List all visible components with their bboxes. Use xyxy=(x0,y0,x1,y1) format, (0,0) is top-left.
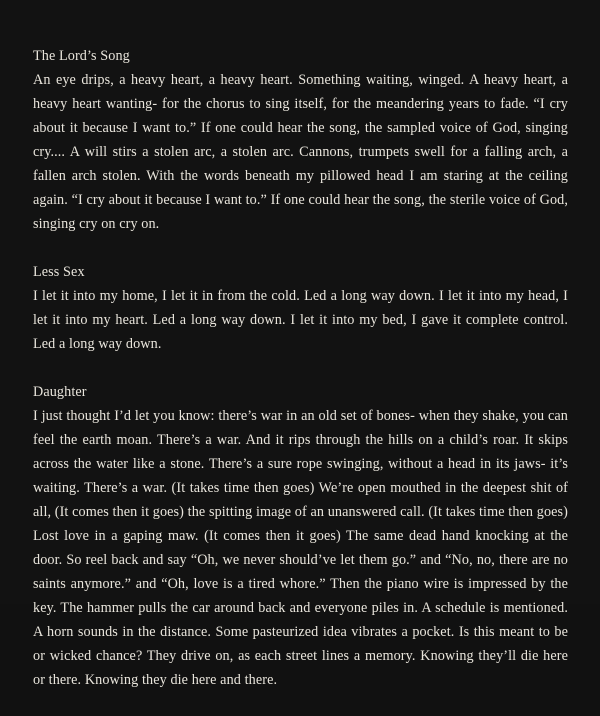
lyrics-column xyxy=(33,44,568,716)
song-section-daughter xyxy=(33,380,568,692)
song-title: Less Sex xyxy=(33,264,85,280)
song-lyrics: I let it into my home, I let it in from the cold. Led a long way down. I let it into my head, I let it into my heart. Led a long way down. I let it into my bed, I gave it complete control. Led a long way down. xyxy=(33,288,568,352)
song-lyrics: An eye drips, a heavy heart, a heavy heart. Something waiting, winged. A heavy heart, a heavy heart wanting- for the chorus to sing itself, for the meandering years to fade. “I cry about it because I want to.” If one could hear the song, the sampled voice of God, singing cry.... A will stirs a stolen arc, a stolen arc. Cannons, trumpets swell for a falling arch, a fallen arch stolen. With the words beneath my pillowed head I am staring at the ceiling again. “I cry about it because I want to.” If one could hear the song, the sterile voice of God, singing cry on cry on. xyxy=(33,72,568,232)
song-lyrics: I just thought I’d let you know: there’s war in an old set of bones- when they shake, you can feel the earth moan. There’s a war. And it rips through the hills on a child’s roar. It skips across the water like a stone. There’s a sure rope swinging, without a head in its jaws- it’s waiting. There’s a war. (It takes time then goes) We’re open mouthed in the deepest shit of all, (It comes then it goes) the spitting image of an unanswered call. (It takes time then goes) Lost love in a gaping maw. (It comes then it goes) The same dead hand knocking at the door. So reel back and say “Oh, we never should’ve let them go.” and “No, no, there are no saints anymore.” and “Oh, love is a tired whore.” Then the piano wire is impressed by the key. The hammer pulls the car around back and everyone piles in. A schedule is mentioned. A horn sounds in the distance. Some pasteurized idea vibrates a pocket. Is this meant to be or wicked chance? They drive on, as each street lines a memory. Knowing they’ll die here or there. Knowing they die here and there. xyxy=(33,408,568,688)
song-title: Daughter xyxy=(33,384,87,400)
song-title: The Lord’s Song xyxy=(33,48,130,64)
song-section-less-sex xyxy=(33,260,568,356)
song-section-the-lords-song xyxy=(33,44,568,236)
